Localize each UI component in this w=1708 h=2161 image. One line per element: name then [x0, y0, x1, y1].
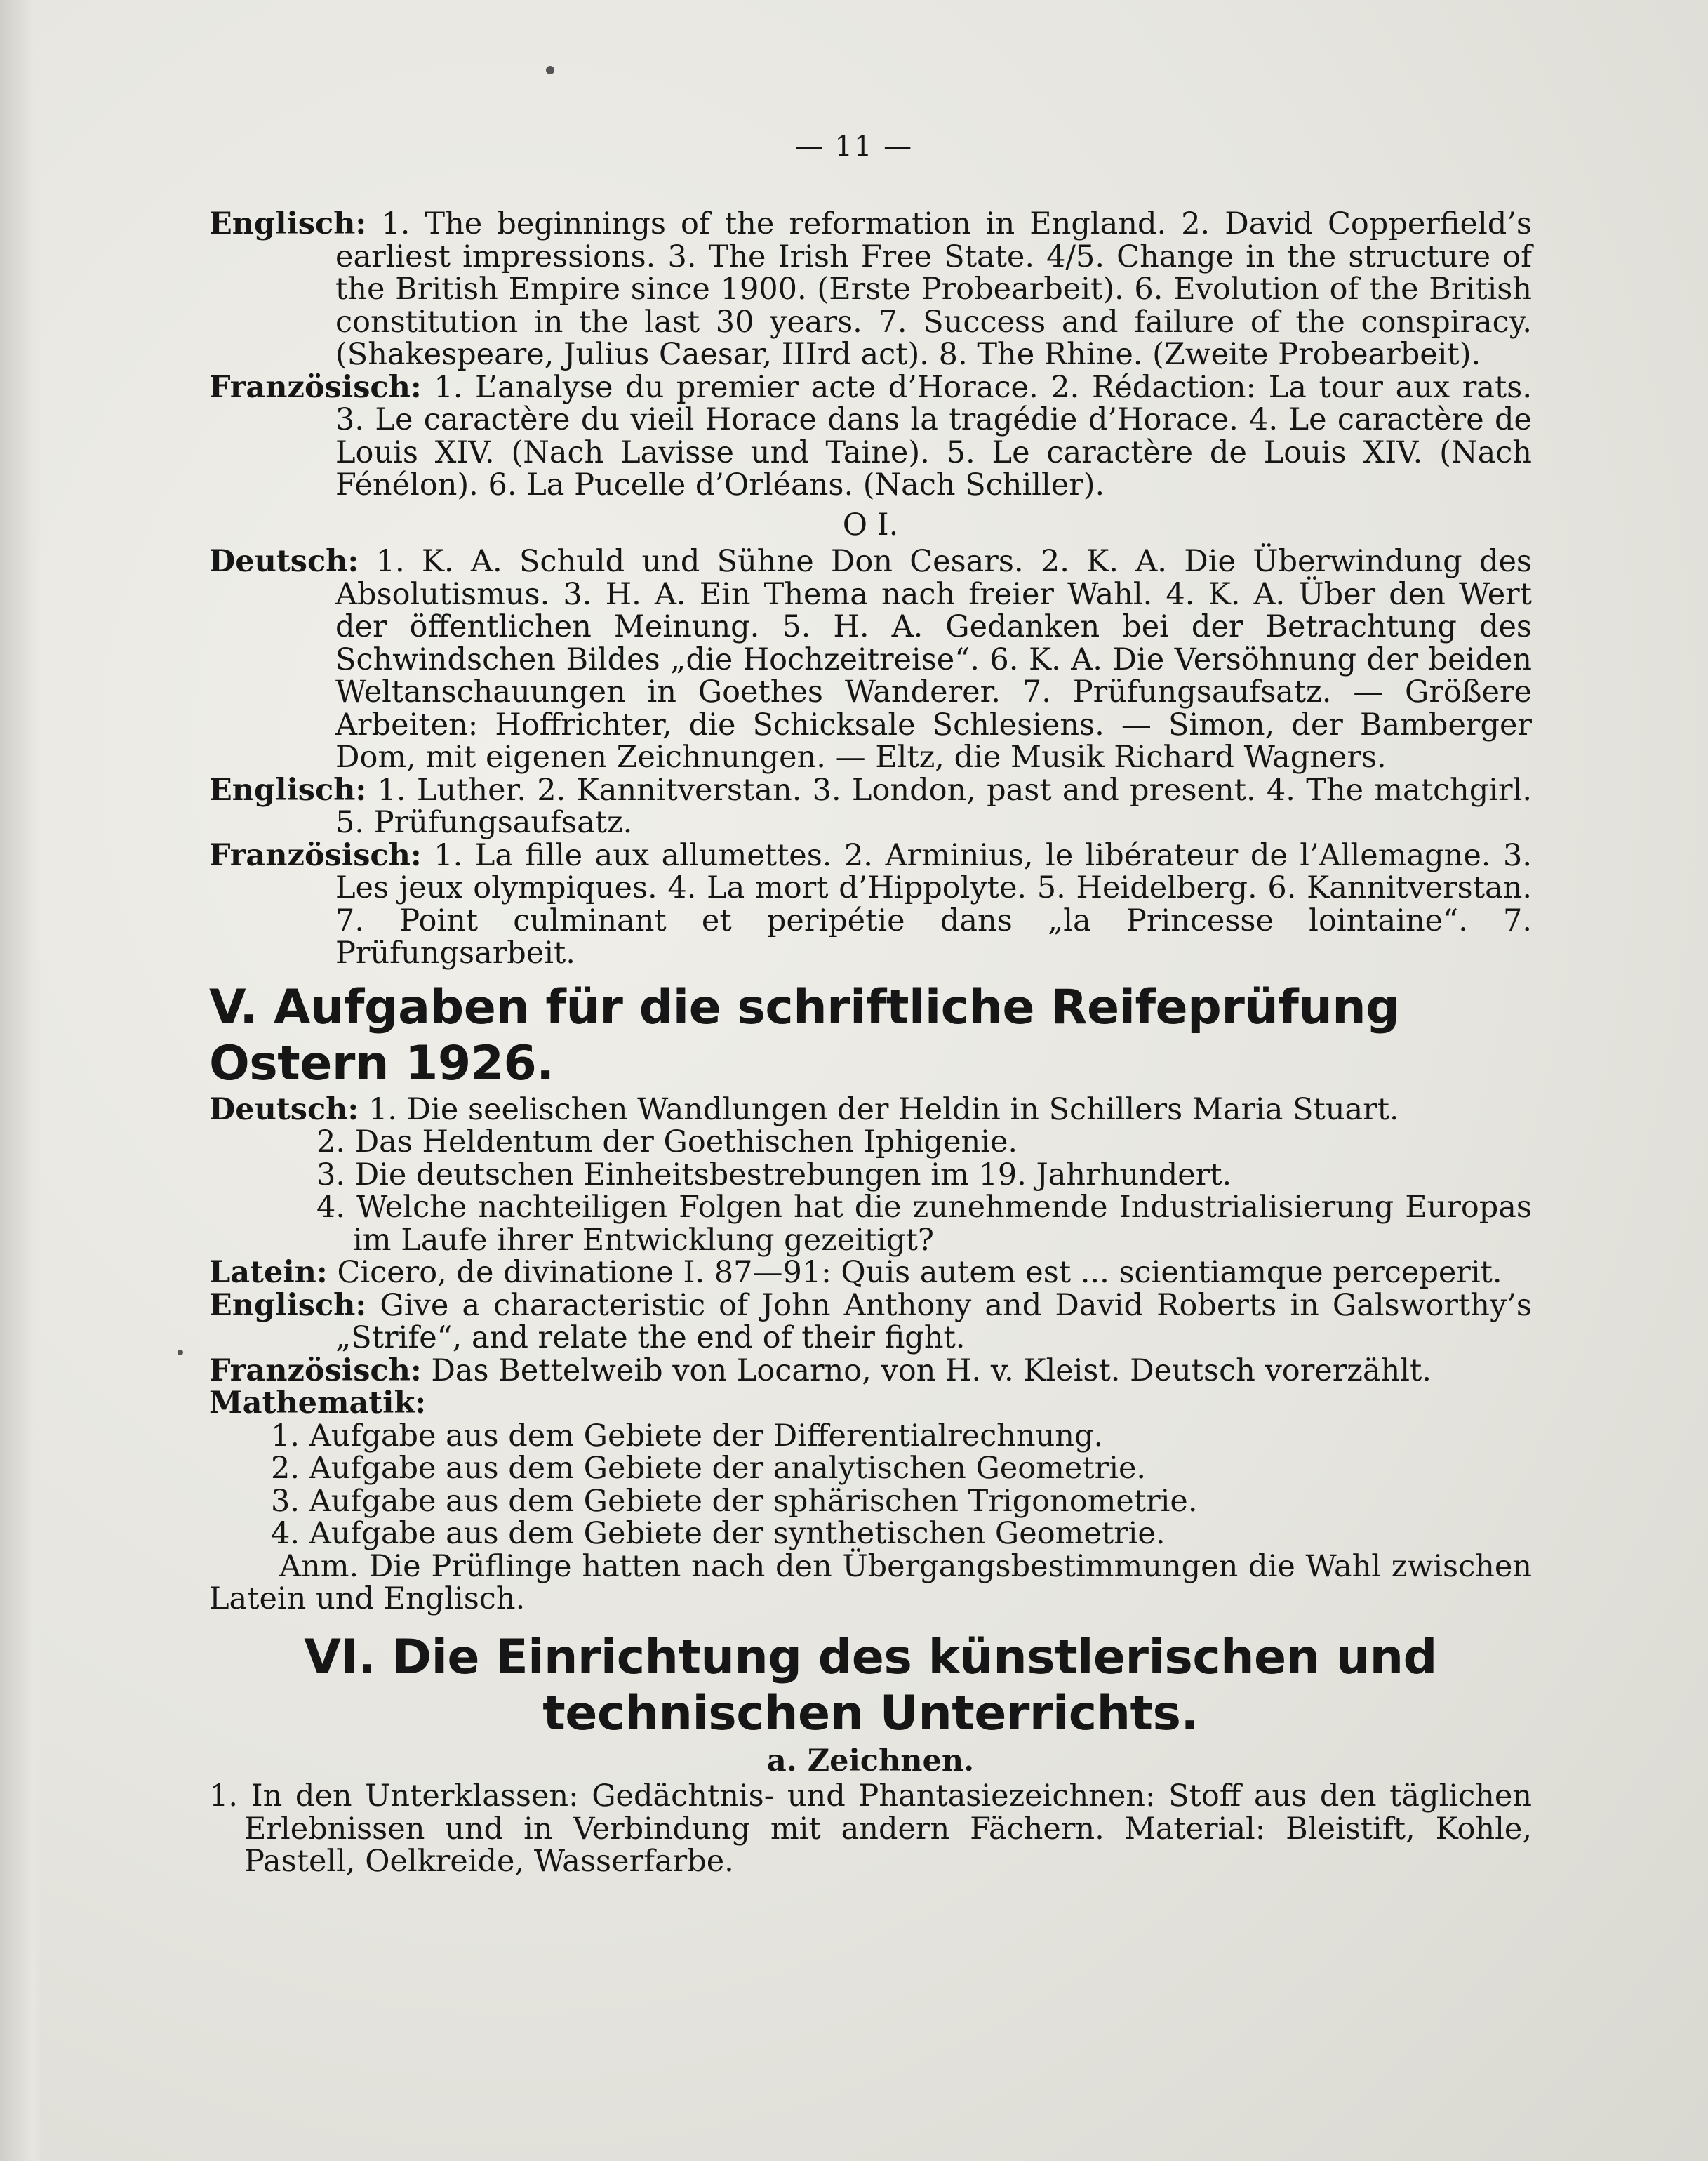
subject-label: Deutsch:: [209, 1091, 359, 1127]
entry-text: 1. Luther. 2. Kannitverstan. 3. London, past and present. 4. The matchgirl. 5. Prüfungsaufsatz.: [335, 772, 1533, 840]
entry-text: Give a characteristic of John Anthony and David Roberts in Galsworthy’s „Strife“, and relate the end of their fight.: [335, 1287, 1532, 1355]
list-item: 3. Die deutschen Einheitsbestrebungen im 19. Jahrhundert.: [316, 1157, 1232, 1192]
section-heading-vi: VI. Die Einrichtung des künstlerischen und technischen Unterrichts.: [304, 1629, 1437, 1741]
list-item: 4. Welche nachteiligen Folgen hat die zunehmende Industrialisierung Europas im Laufe ihrer Entwicklung gezeitigt?: [316, 1190, 1532, 1258]
entry-text: 1. The beginnings of the reformation in England. 2. David Copperfield’s earliest impressions. 3. The Irish Free State. 4/5. Change in the structure of the British Empire since 1900. (Erste Probearbeit). 6. Evolution of the British constitution in the last 30 years. 7. Success and failure of the conspiracy. (Shakespeare, Julius Caesar, IIIrd act). 8. The Rhine. (Zweite Probearbeit).: [335, 206, 1532, 372]
entry-englisch-ui: [209, 208, 1532, 371]
entry-franzoesisch-v: [209, 1352, 1532, 1388]
deutsch-block: [209, 1093, 1532, 1126]
section-heading-v: V. Aufgaben für die schriftliche Reifeprüfung Ostern 1926.: [209, 979, 1400, 1091]
entry-franzoesisch-oi: [209, 839, 1532, 970]
deutsch-topic-list: [209, 1126, 1532, 1256]
list-item: 1. Die seelischen Wandlungen der Heldin in Schillers Maria Stuart.: [368, 1091, 1399, 1127]
ink-speck: [178, 1350, 183, 1355]
entry-latein: [209, 1256, 1532, 1289]
subsection-heading-zeichnen: a. Zeichnen.: [766, 1743, 975, 1778]
mathematik-task-list: [209, 1420, 1532, 1550]
list-item: 1. Aufgabe aus dem Gebiete der Differentialrechnung.: [271, 1418, 1104, 1454]
subject-label: Französisch:: [209, 837, 422, 873]
class-heading-oi: O I.: [842, 507, 899, 543]
entry-deutsch-oi: [209, 545, 1532, 774]
ink-speck: [546, 66, 554, 74]
entry-text: 1. K. A. Schuld und Sühne Don Cesars. 2. K. A. Die Überwindung des Absolutismus. 3. H. A. Ein Thema nach freier Wahl. 4. K. A. Über den Wert der öffentlichen Meinung. 5. H. A. Gedanken bei der Betrachtung des Schwindschen Bildes „die Hochzeitreise“. 6. K. A. Die Versöhnung der beiden Weltanschauungen in Goethes Wanderer. 7. Prüfungsaufsatz. — Größere Arbeiten: Hoffrichter, die Schicksale Schlesiens. — Simon, der Bamberger Dom, mit eigenen Zeichnungen. — Eltz, die Musik Richard Wagners.: [335, 544, 1532, 775]
subject-label-mathematik: Mathematik:: [209, 1385, 427, 1421]
page-body: [209, 208, 1532, 1878]
list-item: 2. Das Heldentum der Goethischen Iphigenie.: [316, 1124, 1018, 1159]
entry-text: 1. L’analyse du premier acte d’Horace. 2. Rédaction: La tour aux rats. 3. Le caractère du vieil Horace dans la tragédie d’Horace. 4. Le caractère de Louis XIV. (Nach Lavisse und Taine). 5. Le caractère de Louis XIV. (Nach Fénélon). 6. La Pucelle d’Orléans. (Nach Schiller).: [335, 369, 1533, 503]
subject-label: Englisch:: [209, 772, 367, 808]
entry-text: Das Bettelweib von Locarno, von H. v. Kleist. Deutsch vorerzählt.: [431, 1352, 1432, 1388]
subject-label: Latein:: [209, 1255, 328, 1290]
page-number: — 11 —: [794, 131, 914, 163]
annotation-note: Anm. Die Prüflinge hatten nach den Übergangsbestimmungen die Wahl zwischen Latein und Englisch.: [209, 1548, 1532, 1616]
entry-franzoesisch-ui: [209, 371, 1532, 502]
paragraph-unterklassen: 1. In den Unterklassen: Gedächtnis- und Phantasiezeichnen: Stoff aus den täglichen Erlebnissen und in Verbindung mit andern Fächern. Material: Bleistift, Kohle, Pastell, Oelkreide, Wasserfarbe.: [209, 1778, 1532, 1879]
list-item: 4. Aufgabe aus dem Gebiete der synthetischen Geometrie.: [271, 1516, 1166, 1551]
subject-label: Englisch:: [209, 1287, 367, 1323]
entry-text: Cicero, de divinatione I. 87—91: Quis autem est ... scientiamque perceperit.: [337, 1255, 1502, 1290]
list-item: 3. Aufgabe aus dem Gebiete der sphärischen Trigonometrie.: [271, 1483, 1198, 1519]
subject-label: Deutsch:: [209, 544, 359, 579]
subject-label: Englisch:: [209, 206, 367, 241]
entry-text: 1. La fille aux allumettes. 2. Arminius, le libérateur de l’Allemagne. 3. Les jeux olympiques. 4. La mort d’Hippolyte. 5. Heidelberg. 6. Kannitverstan. 7. Point culminant et peripétie dans „la Princesse lointaine“. 7. Prüfungsarbeit.: [335, 837, 1532, 971]
subject-label: Französisch:: [209, 1352, 422, 1388]
page-gutter-shadow: [0, 0, 42, 2161]
entry-englisch-v: [209, 1289, 1532, 1355]
subject-label: Französisch:: [209, 369, 422, 405]
entry-englisch-oi: [209, 774, 1532, 839]
list-item: 2. Aufgabe aus dem Gebiete der analytischen Geometrie.: [271, 1451, 1147, 1486]
